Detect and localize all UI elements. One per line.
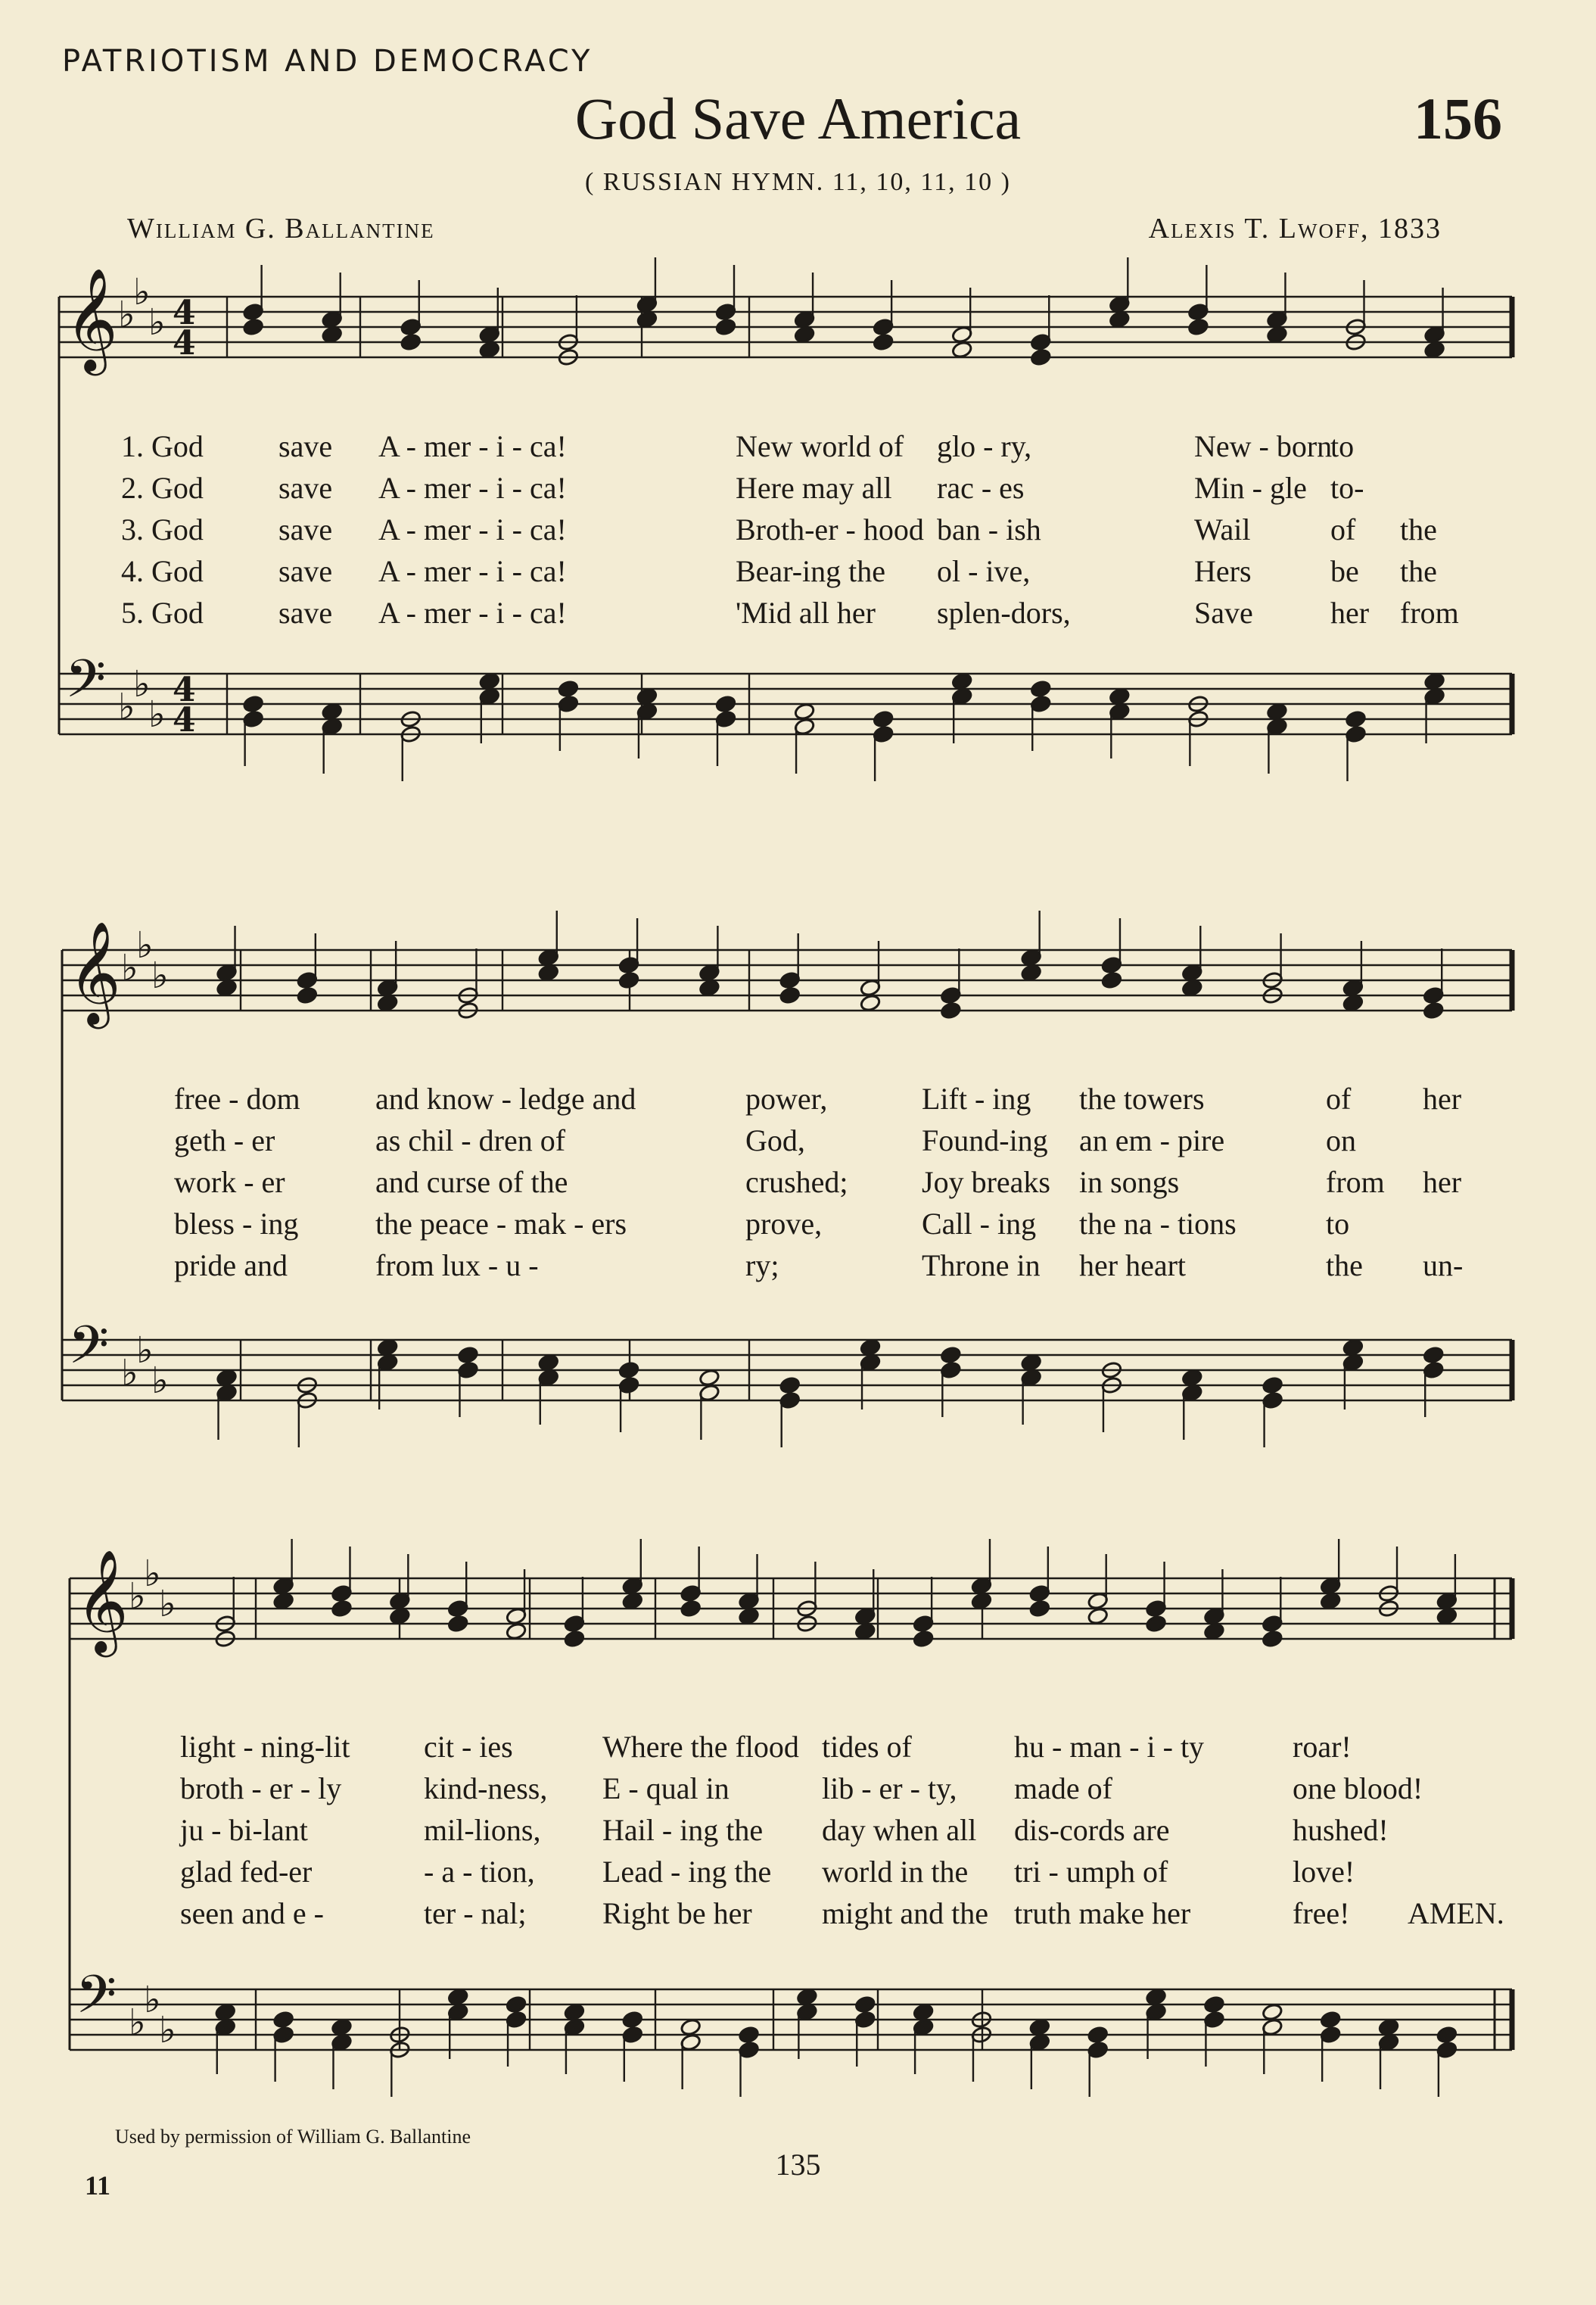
note-head [1436,2026,1458,2044]
bass-clef-icon: 𝄢 [65,648,107,722]
note-head [622,2011,643,2029]
lyric-syllable-group: the na - tions [1079,1207,1237,1241]
lyric-syllable-group: E - qual in [602,1771,730,1805]
flat-sign-icon: ♭ [148,693,166,736]
note-head [1187,318,1209,336]
lyric-syllable-group: power, [745,1082,828,1116]
note-head [1345,710,1366,728]
lyric-syllable-group: truth make her [1014,1896,1191,1930]
lyric-syllable-group: glo - ry, [937,429,1032,463]
note-head [913,2003,934,2021]
page-number: 135 [775,2148,821,2182]
note-head [331,1599,352,1618]
lyric-syllable-group: prove, [745,1207,823,1241]
lyric-syllable-group: Found-ing [922,1123,1048,1157]
note-head [796,1988,817,2006]
lyric-syllable-group: the [1326,1248,1363,1282]
flat-sign-icon: ♭ [144,1979,161,2021]
lyric-syllable-group: ban - ish [937,512,1041,547]
flat-sign-icon: ♭ [118,294,135,336]
lyric-syllable-group: the [1400,512,1437,547]
note-head [1020,964,1041,982]
bass-clef-icon: 𝄢 [76,1964,117,2038]
note-head [564,2003,585,2021]
flat-sign-icon: ♭ [148,301,166,344]
note-head [1423,341,1445,359]
note-head [854,1995,876,2014]
lyric-syllable-group: Lead - ing the [602,1855,772,1889]
lyric-syllable-group: seen and e - [180,1896,324,1930]
note-head [1378,2018,1399,2036]
lyric-syllable-group: save [278,554,333,588]
note-head [1342,994,1364,1012]
lyric-syllable-group: of [1326,1082,1352,1116]
lyric-syllable-group: A - mer - i - ca! [378,429,567,463]
note-head [479,341,500,359]
flat-sign-icon: ♭ [144,1553,161,1595]
lyric-syllable-group: Hail - ing the [602,1813,764,1847]
lyric-syllable-group: the peace - mak - ers [375,1207,627,1241]
note-head [216,1369,237,1387]
note-head [622,1592,643,1610]
note-head [779,1376,801,1394]
lyric-syllable-group: in songs [1079,1165,1180,1199]
lyric-syllable-group: Right be her [602,1896,752,1930]
lyric-syllable-group: 5. God [121,596,204,630]
note-head [1109,310,1130,329]
lyric-syllable-group: Bear-ing the [736,554,886,588]
time-signature-digit: 4 [173,671,196,709]
lyric-syllable-group: mil-lions, [424,1813,541,1847]
lyric-syllable-group: glad fed-er [180,1855,313,1889]
note-head [1029,2018,1050,2036]
lyric-syllable-group: free! [1293,1896,1350,1930]
note-head [506,1622,527,1640]
composer-credit: Alexis T. Lwoff, 1833 [1148,213,1442,245]
lyric-syllable-group: be [1330,554,1359,588]
note-head [1262,1376,1283,1394]
note-head [506,1995,527,2014]
lyric-syllable-group: from lux - u - [375,1248,539,1282]
note-head [1342,1338,1364,1357]
note-head [1320,2011,1341,2029]
note-head [457,1346,478,1364]
lyric-syllable-group: day when all [822,1813,977,1847]
note-head [242,318,263,336]
note-head [618,1361,639,1379]
note-head [479,672,500,690]
lyric-syllable-group: bless - ing [174,1207,299,1241]
lyric-syllable-group: Save [1194,596,1253,630]
lyric-syllable-group: A - mer - i - ca! [378,554,567,588]
note-head [1320,1592,1341,1610]
bass-clef-icon: 𝄢 [68,1314,110,1388]
time-signature-digit: 4 [173,324,196,363]
note-head [779,986,801,1005]
permission-note: Used by permission of William G. Ballantine [115,2126,471,2148]
lyric-syllable-group: kind-ness, [424,1771,548,1805]
lyric-syllable-group: made of [1014,1771,1112,1805]
note-head [680,2018,701,2036]
lyric-syllable-group: New world of [736,429,904,463]
flat-sign-icon: ♭ [159,2009,176,2051]
lyric-syllable-group: - a - tion, [424,1855,535,1889]
lyric-syllable-group: crushed; [745,1165,848,1199]
flat-sign-icon: ♭ [121,1352,138,1394]
note-head [1030,348,1051,366]
note-head [873,333,894,351]
note-head [860,994,881,1012]
lyric-syllable-group: AMEN. [1408,1896,1504,1930]
note-head [322,326,343,344]
lyric-syllable-group: the [1400,554,1437,588]
lyric-syllable-group: hu - man - i - ty [1014,1730,1205,1764]
lyric-syllable-group: roar! [1293,1730,1352,1764]
note-head [216,979,237,997]
lyric-syllable-group: ju - bi-lant [180,1813,308,1847]
note-head [873,710,894,728]
flat-sign-icon: ♭ [129,2001,146,2044]
lyric-syllable-group: save [278,429,333,463]
note-head [538,1353,559,1372]
note-head [913,1630,934,1648]
lyric-syllable-group: Call - ing [922,1207,1037,1241]
lyric-syllable-group: lib - er - ty, [822,1771,957,1805]
note-head [794,702,815,721]
note-head [698,1369,720,1387]
lyric-syllable-group: her heart [1079,1248,1187,1282]
lyric-syllable-group: an em - pire [1079,1123,1225,1157]
lyric-syllable-group: hushed! [1293,1813,1389,1847]
note-head [1266,702,1287,721]
flat-sign-icon: ♭ [151,1360,169,1402]
lyric-syllable-group: Min - gle [1194,471,1307,505]
lyric-syllable-group: from [1326,1165,1385,1199]
lyric-syllable-group: of [1330,512,1356,547]
note-head [1423,1346,1444,1364]
note-head [1423,1001,1444,1020]
lyric-syllable-group: light - ning-lit [180,1730,350,1764]
note-head [1109,687,1130,706]
lyric-syllable-group: Here may all [736,471,892,505]
note-head [715,695,736,713]
flat-sign-icon: ♭ [129,1575,146,1618]
lyric-syllable-group: un- [1423,1248,1464,1282]
lyric-syllable-group: her [1423,1082,1462,1116]
lyric-syllable-group: dis-cords are [1014,1813,1170,1847]
section-heading: PATRIOTISM AND DEMOCRACY [62,44,593,79]
lyric-syllable-group: one blood! [1293,1771,1423,1805]
note-head [618,971,639,989]
note-head [1145,1615,1166,1633]
note-head [636,687,658,706]
lyric-syllable-group: tri - umph of [1014,1855,1168,1889]
note-head [1029,1599,1050,1618]
lyric-syllable-group: ol - ive, [937,554,1031,588]
lyric-syllable-group: save [278,471,333,505]
lyric-syllable-group: and curse of the [375,1165,568,1199]
lyric-syllable-group: 'Mid all her [736,596,876,630]
note-head [1030,680,1051,698]
treble-clef-icon: 𝄞 [68,920,121,1024]
note-head [860,1338,881,1357]
lyric-syllable-group: Joy breaks [922,1165,1050,1199]
note-head [1145,1988,1166,2006]
flat-sign-icon: ♭ [151,955,169,997]
lyric-syllable-group: save [278,512,333,547]
note-head [698,979,720,997]
lyric-syllable-group: Where the flood [602,1730,799,1764]
note-head [854,1622,876,1640]
note-head [1203,1622,1224,1640]
note-head [1262,2003,1283,2021]
lyric-syllable-group: her [1423,1165,1462,1199]
flat-sign-icon: ♭ [133,663,151,706]
lyric-syllable-group: work - er [174,1165,285,1199]
note-head [1020,1353,1041,1372]
hymn-title: God Save America [574,86,1022,151]
lyric-syllable-group: God, [745,1123,805,1157]
lyric-syllable-group: the towers [1079,1082,1205,1116]
note-head [971,1592,992,1610]
lyric-syllable-group: and know - ledge and [375,1082,636,1116]
lyric-syllable-group: her [1330,596,1370,630]
signature-mark: 11 [85,2170,111,2201]
lyric-syllable-group: pride and [174,1248,288,1282]
note-head [1262,1630,1283,1648]
note-head [680,1599,701,1618]
flat-sign-icon: ♭ [133,271,151,313]
lyric-syllable-group: Hers [1194,554,1252,588]
note-head [1436,1607,1458,1625]
lyric-syllable-group: free - dom [174,1082,300,1116]
note-head [1181,979,1202,997]
lyric-syllable-group: 1. God [121,429,204,463]
note-head [636,310,658,329]
note-head [1266,326,1287,344]
tune-info: ( RUSSIAN HYMN. 11, 10, 11, 10 ) [585,168,1011,196]
lyric-syllable-group: world in the [822,1855,969,1889]
lyric-syllable-group: Broth-er - hood [736,512,924,547]
note-head [272,1592,294,1610]
time-signature-digit: 4 [173,701,196,740]
lyric-syllable-group: 2. God [121,471,204,505]
note-head [1087,2026,1109,2044]
note-head [297,986,318,1005]
note-head [951,672,972,690]
note-head [1423,672,1445,690]
note-head [940,1001,961,1020]
note-head [1087,1607,1109,1625]
lyric-syllable-group: broth - er - ly [180,1771,342,1805]
treble-clef-icon: 𝄞 [76,1548,129,1652]
lyric-syllable-group: New - born [1194,429,1333,463]
lyric-syllable-group: to [1326,1207,1350,1241]
note-head [738,2026,759,2044]
lyric-syllable-group: geth - er [174,1123,275,1157]
lyric-syllable-group: from [1400,596,1459,630]
note-head [389,1607,410,1625]
lyric-syllable-group: Lift - ing [922,1082,1031,1116]
lyric-syllable-group: 4. God [121,554,204,588]
lyric-syllable-group: save [278,596,333,630]
lyric-syllable-group: ter - nal; [424,1896,527,1930]
note-head [1101,971,1122,989]
lyric-syllable-group: ry; [745,1248,779,1282]
note-head [1203,1995,1224,2014]
lyric-syllable-group: as chil - dren of [375,1123,566,1157]
lyric-syllable-group: love! [1293,1855,1355,1889]
note-head [331,2018,352,2036]
lyric-syllable-group: A - mer - i - ca! [378,596,567,630]
lyric-syllable-group: tides of [822,1730,912,1764]
note-head [447,1615,468,1633]
hymn-number: 156 [1414,86,1502,151]
author-credit: William G. Ballantine [127,213,435,245]
note-head [558,680,579,698]
lyric-syllable-group: cit - ies [424,1730,513,1764]
lyric-syllable-group: 3. God [121,512,204,547]
note-head [794,326,815,344]
note-head [242,695,263,713]
lyric-syllable-group: Throne in [922,1248,1041,1282]
note-head [951,341,972,359]
lyric-syllable-group: rac - es [937,471,1025,505]
lyric-syllable-group: Wail [1194,512,1251,547]
flat-sign-icon: ♭ [159,1583,176,1625]
note-head [215,2003,236,2021]
treble-clef-icon: 𝄞 [65,266,118,371]
note-head [447,1988,468,2006]
note-head [377,1338,398,1357]
note-head [715,318,736,336]
note-head [1181,1369,1202,1387]
note-head [538,964,559,982]
note-head [940,1346,961,1364]
note-head [377,994,398,1012]
flat-sign-icon: ♭ [121,947,138,989]
lyric-syllable-group: to [1330,429,1355,463]
lyric-syllable-group: splen-dors, [937,596,1071,630]
note-head [400,333,422,351]
lyric-syllable-group: A - mer - i - ca! [378,471,567,505]
lyric-syllable-group: might and the [822,1896,988,1930]
flat-sign-icon: ♭ [118,686,135,728]
note-head [322,702,343,721]
flat-sign-icon: ♭ [136,1329,154,1372]
lyric-syllable-group: A - mer - i - ca! [378,512,567,547]
note-head [564,1630,585,1648]
lyric-syllable-group: to- [1330,471,1364,505]
time-signature-digit: 4 [173,294,196,332]
lyric-syllable-group: on [1326,1123,1356,1157]
note-head [738,1607,759,1625]
flat-sign-icon: ♭ [136,924,154,967]
note-head [272,2011,294,2029]
